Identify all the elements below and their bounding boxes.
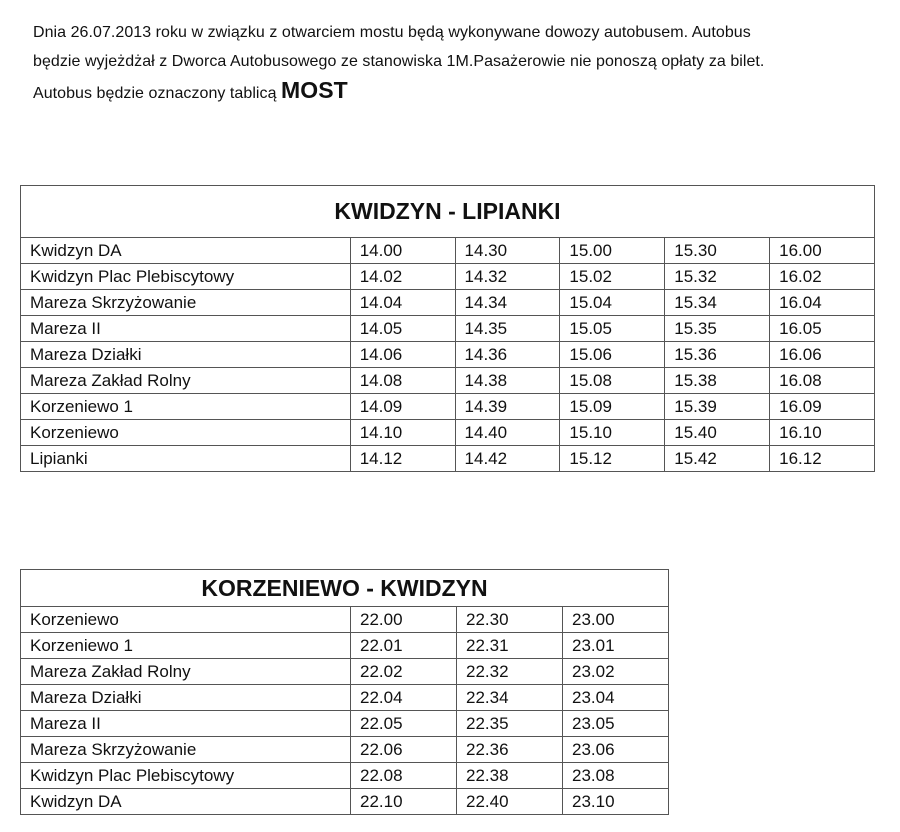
stop-name-cell: Korzeniewo 1	[21, 633, 351, 659]
timetable-title-row	[21, 186, 875, 238]
timetable-title: KORZENIEWO - KWIDZYN	[21, 570, 669, 607]
departure-time-cell: 22.04	[351, 685, 457, 711]
intro-line-3	[33, 76, 893, 108]
stop-name-cell: Kwidzyn DA	[21, 238, 351, 264]
departure-time-cell: 22.32	[457, 659, 563, 685]
departure-time-cell: 14.42	[455, 446, 560, 472]
departure-time-cell: 23.10	[563, 789, 669, 815]
table-row	[21, 737, 669, 763]
departure-time-cell: 15.36	[665, 342, 770, 368]
table-row	[21, 420, 875, 446]
departure-time-cell: 15.04	[560, 290, 665, 316]
departure-time-cell: 15.32	[665, 264, 770, 290]
departure-time-cell: 15.42	[665, 446, 770, 472]
departure-time-cell: 15.35	[665, 316, 770, 342]
departure-time-cell: 15.39	[665, 394, 770, 420]
departure-time-cell: 14.04	[350, 290, 455, 316]
timetable-title: KWIDZYN - LIPIANKI	[21, 186, 875, 238]
departure-time-cell: 14.38	[455, 368, 560, 394]
departure-time-cell: 14.39	[455, 394, 560, 420]
departure-time-cell: 16.10	[770, 420, 875, 446]
departure-time-cell: 15.38	[665, 368, 770, 394]
stop-name-cell: Mareza Działki	[21, 685, 351, 711]
timetable-korzeniewo-kwidzyn	[20, 569, 669, 815]
bus-sign-label: MOST	[281, 77, 348, 103]
departure-time-cell: 16.06	[770, 342, 875, 368]
departure-time-cell: 22.01	[351, 633, 457, 659]
departure-time-cell: 14.40	[455, 420, 560, 446]
departure-time-cell: 14.00	[350, 238, 455, 264]
departure-time-cell: 16.05	[770, 316, 875, 342]
table-row	[21, 659, 669, 685]
departure-time-cell: 16.04	[770, 290, 875, 316]
table-row	[21, 789, 669, 815]
table-row	[21, 290, 875, 316]
timetable-title-row	[21, 570, 669, 607]
table-row	[21, 368, 875, 394]
departure-time-cell: 15.09	[560, 394, 665, 420]
table-row	[21, 763, 669, 789]
departure-time-cell: 15.05	[560, 316, 665, 342]
departure-time-cell: 23.02	[563, 659, 669, 685]
departure-time-cell: 14.12	[350, 446, 455, 472]
departure-time-cell: 14.30	[455, 238, 560, 264]
departure-time-cell: 14.05	[350, 316, 455, 342]
departure-time-cell: 15.00	[560, 238, 665, 264]
departure-time-cell: 22.34	[457, 685, 563, 711]
table-row	[21, 685, 669, 711]
stop-name-cell: Kwidzyn Plac Plebiscytowy	[21, 763, 351, 789]
stop-name-cell: Lipianki	[21, 446, 351, 472]
departure-time-cell: 14.06	[350, 342, 455, 368]
table-row	[21, 394, 875, 420]
stop-name-cell: Mareza Skrzyżowanie	[21, 737, 351, 763]
table-row	[21, 607, 669, 633]
departure-time-cell: 22.36	[457, 737, 563, 763]
departure-time-cell: 22.10	[351, 789, 457, 815]
stop-name-cell: Kwidzyn DA	[21, 789, 351, 815]
table-row	[21, 264, 875, 290]
table-row	[21, 446, 875, 472]
departure-time-cell: 22.31	[457, 633, 563, 659]
departure-time-cell: 23.01	[563, 633, 669, 659]
departure-time-cell: 15.06	[560, 342, 665, 368]
departure-time-cell: 22.02	[351, 659, 457, 685]
departure-time-cell: 23.06	[563, 737, 669, 763]
stop-name-cell: Mareza Zakład Rolny	[21, 659, 351, 685]
departure-time-cell: 23.08	[563, 763, 669, 789]
stop-name-cell: Korzeniewo	[21, 607, 351, 633]
timetable-kwidzyn-lipianki	[20, 185, 875, 472]
table-row	[21, 342, 875, 368]
table-row	[21, 238, 875, 264]
departure-time-cell: 23.05	[563, 711, 669, 737]
departure-time-cell: 22.08	[351, 763, 457, 789]
intro-line-1: Dnia 26.07.2013 roku w związku z otwarciem mostu będą wykonywane dowozy autobusem. Autobus	[33, 24, 751, 41]
departure-time-cell: 22.05	[351, 711, 457, 737]
stop-name-cell: Kwidzyn Plac Plebiscytowy	[21, 264, 351, 290]
departure-time-cell: 22.38	[457, 763, 563, 789]
table-row	[21, 711, 669, 737]
departure-time-cell: 22.40	[457, 789, 563, 815]
departure-time-cell: 14.02	[350, 264, 455, 290]
departure-time-cell: 23.00	[563, 607, 669, 633]
departure-time-cell: 15.30	[665, 238, 770, 264]
departure-time-cell: 15.08	[560, 368, 665, 394]
departure-time-cell: 14.32	[455, 264, 560, 290]
departure-time-cell: 14.10	[350, 420, 455, 446]
departure-time-cell: 15.10	[560, 420, 665, 446]
stop-name-cell: Mareza Zakład Rolny	[21, 368, 351, 394]
departure-time-cell: 15.34	[665, 290, 770, 316]
table-row	[21, 633, 669, 659]
departure-time-cell: 14.08	[350, 368, 455, 394]
table-row	[21, 316, 875, 342]
departure-time-cell: 14.34	[455, 290, 560, 316]
departure-time-cell: 15.40	[665, 420, 770, 446]
departure-time-cell: 22.00	[351, 607, 457, 633]
departure-time-cell: 16.08	[770, 368, 875, 394]
departure-time-cell: 16.02	[770, 264, 875, 290]
stop-name-cell: Mareza II	[21, 711, 351, 737]
intro-line-2: będzie wyjeżdżał z Dworca Autobusowego ze stanowiska 1M.Pasażerowie nie ponoszą opłaty za bilet.	[33, 53, 765, 70]
departure-time-cell: 14.36	[455, 342, 560, 368]
departure-time-cell: 16.09	[770, 394, 875, 420]
stop-name-cell: Mareza Działki	[21, 342, 351, 368]
departure-time-cell: 22.06	[351, 737, 457, 763]
departure-time-cell: 23.04	[563, 685, 669, 711]
departure-time-cell: 16.00	[770, 238, 875, 264]
stop-name-cell: Korzeniewo	[21, 420, 351, 446]
departure-time-cell: 15.12	[560, 446, 665, 472]
departure-time-cell: 22.30	[457, 607, 563, 633]
departure-time-cell: 14.09	[350, 394, 455, 420]
departure-time-cell: 14.35	[455, 316, 560, 342]
departure-time-cell: 16.12	[770, 446, 875, 472]
stop-name-cell: Mareza II	[21, 316, 351, 342]
stop-name-cell: Korzeniewo 1	[21, 394, 351, 420]
departure-time-cell: 22.35	[457, 711, 563, 737]
departure-time-cell: 15.02	[560, 264, 665, 290]
intro-line-3-text: Autobus będzie oznaczony tablicą	[33, 85, 282, 102]
stop-name-cell: Mareza Skrzyżowanie	[21, 290, 351, 316]
intro-notice	[33, 18, 893, 108]
